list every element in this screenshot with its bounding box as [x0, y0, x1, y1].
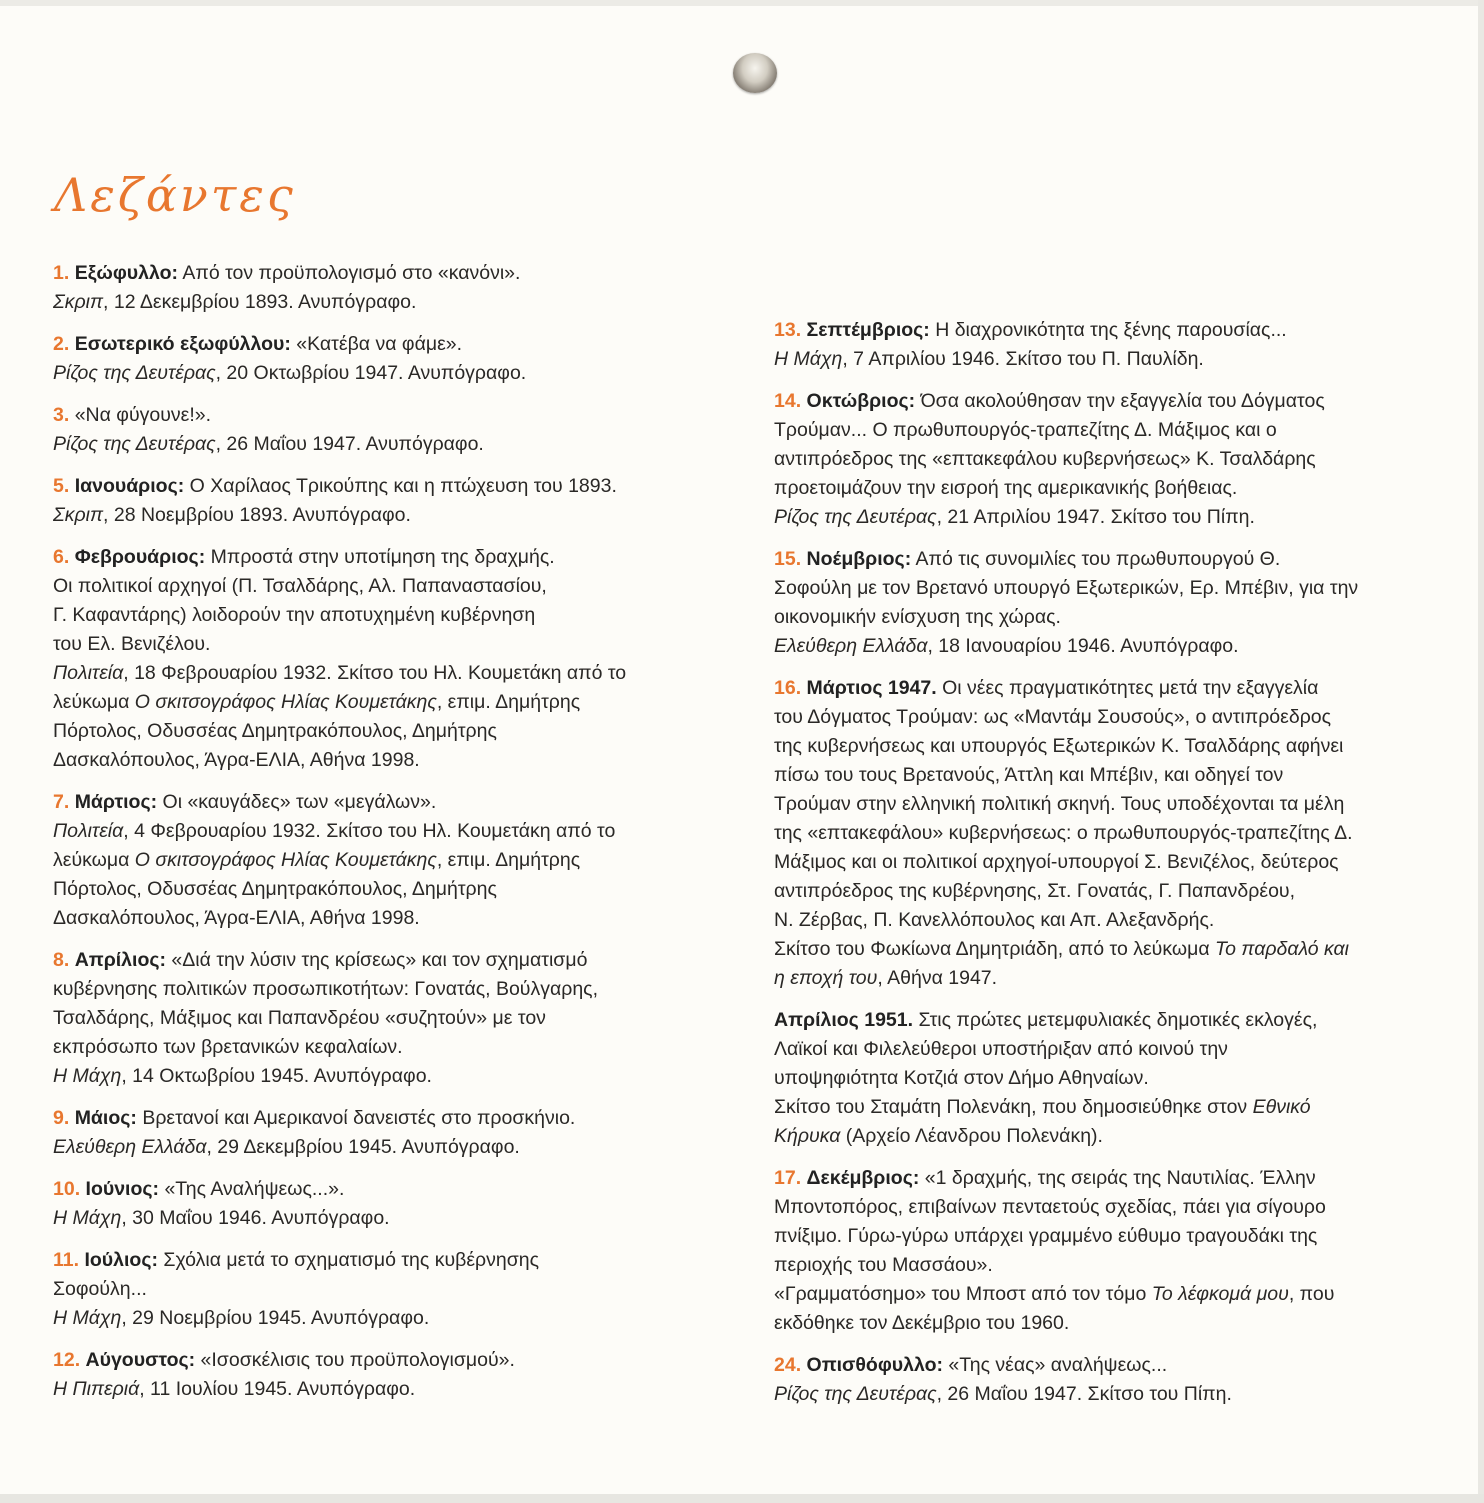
caption-text: αντιπρόεδρος της κυβέρνησης, Στ. Γονατάς, Γ. Παπανδρέου,: [774, 880, 1295, 902]
caption-text: Πόρτολος, Οδυσσέας Δημητρακόπουλος, Δημήτρης: [53, 878, 497, 900]
caption-text: Λαϊκοί και Φιλελεύθεροι υποστήριξαν από κοινού την: [774, 1038, 1228, 1060]
caption-entry: [774, 316, 1434, 374]
caption-line: [53, 1275, 713, 1304]
caption-label: Εξώφυλλο:: [74, 262, 179, 284]
caption-label: Φεβρουάριος:: [74, 546, 206, 568]
publication-name: Ελεύθερη Ελλάδα: [53, 1136, 207, 1158]
caption-entry: [53, 543, 713, 775]
caption-number: 3.: [53, 404, 70, 426]
publication-name: Πολιτεία: [53, 820, 124, 842]
caption-line: [53, 788, 713, 817]
caption-line: [53, 543, 713, 572]
caption-line: [774, 1164, 1434, 1193]
caption-label: Απρίλιος 1951.: [774, 1009, 914, 1031]
caption-entry: [774, 674, 1434, 993]
caption-text: Τρούμαν στην ελληνική πολιτική σκηνή. Τους υποδέχονται τα μέλη: [774, 793, 1345, 815]
caption-text: λεύκωμα: [53, 849, 135, 871]
binding-hole: [733, 53, 777, 93]
publication-name: Κήρυκα: [774, 1125, 841, 1147]
caption-entry: [53, 1246, 713, 1333]
caption-entry: [774, 1006, 1434, 1151]
page-title: Λεζάντες: [54, 168, 296, 222]
publication-name: Ρίζος της Δευτέρας: [774, 1383, 937, 1405]
caption-text: Τρούμαν... Ο πρωθυπουργός-τραπεζίτης Δ. Μάξιμος και ο: [774, 419, 1277, 441]
caption-line: [53, 1062, 713, 1091]
caption-line: [774, 603, 1434, 632]
caption-line: [774, 416, 1434, 445]
caption-line: [53, 1346, 713, 1375]
caption-text: προετοιμάζουν την εισροή της αμερικανικής βοήθειας.: [774, 477, 1238, 499]
caption-text: , που: [1288, 1283, 1335, 1305]
caption-text: πνίξιμο. Γύρω-γύρω υπάρχει γραμμένο εύθυμο τραγουδάκι της: [774, 1225, 1318, 1247]
caption-line: [53, 1375, 713, 1404]
caption-number: 10.: [53, 1178, 81, 1200]
caption-line: [53, 288, 713, 317]
publication-name: Η Μάχη: [53, 1307, 122, 1329]
page-edge-bottom: [0, 1494, 1484, 1503]
caption-entry: [774, 1351, 1434, 1409]
caption-text: Μπροστά στην υποτίμηση της δραχμής.: [210, 546, 555, 568]
caption-text: οικονομικήν ενίσχυση της χώρας.: [774, 606, 1061, 628]
publication-name: Πολιτεία: [53, 662, 124, 684]
caption-text: Σκίτσο του Σταμάτη Πολενάκη, που δημοσιεύθηκε στον: [774, 1096, 1253, 1118]
caption-line: [53, 1304, 713, 1333]
caption-line: [774, 674, 1434, 703]
caption-text: , 30 Μαΐου 1946. Ανυπόγραφο.: [121, 1207, 390, 1229]
caption-line: [53, 746, 713, 775]
caption-number: 9.: [53, 1107, 70, 1129]
caption-text: Πόρτολος, Οδυσσέας Δημητρακόπουλος, Δημήτρης: [53, 720, 497, 742]
caption-number: 17.: [774, 1167, 802, 1189]
caption-number: 15.: [774, 548, 802, 570]
caption-line: [774, 732, 1434, 761]
caption-line: [53, 430, 713, 459]
caption-entry: [53, 946, 713, 1091]
caption-line: [774, 632, 1434, 661]
caption-entry: [53, 788, 713, 933]
caption-text: , 18 Ιανουαρίου 1946. Ανυπόγραφο.: [927, 635, 1239, 657]
caption-text: «Γραμματόσημο» του Μποστ από τον τόμο: [774, 1283, 1152, 1305]
caption-text: Ο Χαρίλαος Τρικούπης και η πτώχευση του 1893.: [189, 475, 617, 497]
caption-line: [53, 572, 713, 601]
caption-label: Σεπτέμβριος:: [806, 319, 930, 341]
caption-line: [53, 1004, 713, 1033]
caption-label: Μάρτιος:: [74, 791, 158, 813]
captions-right-column: [774, 316, 1434, 1422]
caption-text: υποψηφιότητα Κοτζιά στον Δήμο Αθηναίων.: [774, 1067, 1149, 1089]
caption-text: Οι πολιτικοί αρχηγοί (Π. Τσαλδάρης, Αλ. Παπαναστασίου,: [53, 575, 547, 597]
caption-line: [774, 1193, 1434, 1222]
caption-text: , 28 Νοεμβρίου 1893. Ανυπόγραφο.: [103, 504, 411, 526]
caption-label: Εσωτερικό εξωφύλλου:: [74, 333, 291, 355]
caption-line: [53, 1133, 713, 1162]
publication-name: Ο σκιτσογράφος Ηλίας Κουμετάκης: [134, 691, 437, 713]
caption-text: του Ελ. Βενιζέλου.: [53, 633, 211, 655]
caption-line: [53, 1246, 713, 1275]
caption-line: [53, 846, 713, 875]
publication-name: Η Μάχη: [53, 1207, 122, 1229]
caption-line: [53, 817, 713, 846]
caption-line: [53, 904, 713, 933]
caption-line: [774, 574, 1434, 603]
caption-line: [774, 1380, 1434, 1409]
caption-label: Απρίλιος:: [74, 949, 166, 971]
caption-number: 16.: [774, 677, 802, 699]
caption-label: Νοέμβριος:: [806, 548, 912, 570]
caption-line: [774, 877, 1434, 906]
caption-text: Η διαχρονικότητα της ξένης παρουσίας...: [935, 319, 1287, 341]
caption-line: [774, 1351, 1434, 1380]
caption-text: πίσω του τους Βρετανούς, Άττλη και Μπέβιν, και οδηγεί τον: [774, 764, 1284, 786]
caption-entry: [53, 330, 713, 388]
caption-text: του Δόγματος Τρούμαν: ως «Μαντάμ Σουσούς», ο αντιπρόεδρος: [774, 706, 1332, 728]
caption-text: , Αθήνα 1947.: [877, 967, 998, 989]
caption-line: [774, 316, 1434, 345]
publication-name: Η Μάχη: [53, 1065, 122, 1087]
caption-text: Από τις συνομιλίες του πρωθυπουργού Θ.: [915, 548, 1281, 570]
caption-line: [774, 1093, 1434, 1122]
caption-entry: [53, 259, 713, 317]
caption-text: «Της Αναλήψεως...».: [164, 1178, 345, 1200]
caption-text: , 7 Απριλίου 1946. Σκίτσο του Π. Παυλίδη.: [842, 348, 1204, 370]
publication-name: Το λέφκομά μου: [1151, 1283, 1289, 1305]
caption-line: [53, 875, 713, 904]
caption-text: Σοφούλη με τον Βρετανό υπουργό Εξωτερικών, Ερ. Μπέβιν, για την: [774, 577, 1359, 599]
caption-line: [774, 345, 1434, 374]
caption-text: , 14 Οκτωβρίου 1945. Ανυπόγραφο.: [121, 1065, 432, 1087]
caption-text: Γ. Καφαντάρης) λοιδορούν την αποτυχημένη κυβέρνηση: [53, 604, 536, 626]
publication-name: Εθνικό: [1252, 1096, 1311, 1118]
caption-line: [774, 935, 1434, 964]
caption-label: Οκτώβριος:: [806, 390, 916, 412]
caption-label: Μάιος:: [74, 1107, 137, 1129]
caption-text: , 29 Δεκεμβρίου 1945. Ανυπόγραφο.: [206, 1136, 520, 1158]
caption-number: 24.: [774, 1354, 802, 1376]
caption-label: Δεκέμβριος:: [806, 1167, 920, 1189]
caption-line: [53, 359, 713, 388]
caption-text: Οι νέες πραγματικότητες μετά την εξαγγελία: [942, 677, 1319, 699]
caption-text: Σχόλια μετά το σχηματισμό της κυβέρνησης: [163, 1249, 539, 1271]
caption-line: [774, 474, 1434, 503]
caption-text: , 21 Απριλίου 1947. Σκίτσο του Πίπη.: [936, 506, 1255, 528]
caption-number: 6.: [53, 546, 70, 568]
caption-entry: [53, 401, 713, 459]
caption-text: «Της νέας» αναλήψεως...: [948, 1354, 1168, 1376]
caption-text: (Αρχείο Λέανδρου Πολενάκη).: [840, 1125, 1103, 1147]
caption-line: [774, 1064, 1434, 1093]
caption-text: Μάξιμος και οι πολιτικοί αρχηγοί-υπουργοί Σ. Βενιζέλος, δεύτερος: [774, 851, 1339, 873]
publication-name: Ο σκιτσογράφος Ηλίας Κουμετάκης: [134, 849, 437, 871]
captions-left-column: [53, 259, 713, 1417]
caption-text: Μποντοπόρος, επιβαίνων πενταετούς σχεδίας, πάει για σίγουρο: [774, 1196, 1326, 1218]
caption-entry: [774, 1164, 1434, 1338]
caption-text: , 29 Νοεμβρίου 1945. Ανυπόγραφο.: [121, 1307, 430, 1329]
caption-text: αντιπρόεδρος της «επτακεφάλου κυβερνήσεως» Κ. Τσαλδάρης: [774, 448, 1316, 470]
publication-name: Ρίζος της Δευτέρας: [774, 506, 937, 528]
caption-line: [774, 1006, 1434, 1035]
caption-label: Μάρτιος 1947.: [806, 677, 937, 699]
caption-line: [53, 1033, 713, 1062]
caption-line: [53, 717, 713, 746]
caption-line: [53, 1175, 713, 1204]
caption-line: [53, 1204, 713, 1233]
caption-entry: [774, 545, 1434, 661]
caption-number: 14.: [774, 390, 802, 412]
caption-text: , επιμ. Δημήτρης: [436, 849, 581, 871]
caption-line: [53, 601, 713, 630]
caption-number: 7.: [53, 791, 70, 813]
caption-line: [774, 503, 1434, 532]
caption-line: [774, 1122, 1434, 1151]
publication-name: Σκριπ: [53, 291, 104, 313]
caption-label: Ιούλιος:: [84, 1249, 158, 1271]
caption-text: Δασκαλόπουλος, Άγρα-ΕΛΙΑ, Αθήνα 1998.: [53, 749, 420, 771]
caption-text: λεύκωμα: [53, 691, 135, 713]
caption-number: 8.: [53, 949, 70, 971]
publication-name: Η Μάχη: [774, 348, 843, 370]
caption-label: Αύγουστος:: [85, 1349, 196, 1371]
publication-name: Ρίζος της Δευτέρας: [53, 433, 216, 455]
caption-text: Τσαλδάρης, Μάξιμος και Παπανδρέου «συζητούν» με τον: [53, 1007, 546, 1029]
page-edge-right: [1478, 0, 1484, 1503]
caption-line: [774, 848, 1434, 877]
caption-label: Ιούνιος:: [85, 1178, 160, 1200]
caption-text: Σοφούλη...: [53, 1278, 147, 1300]
caption-line: [53, 401, 713, 430]
caption-label: Ιανουάριος:: [74, 475, 185, 497]
caption-entry: [53, 472, 713, 530]
caption-text: , 20 Οκτωβρίου 1947. Ανυπόγραφο.: [215, 362, 527, 384]
caption-entry: [774, 387, 1434, 532]
caption-line: [774, 1280, 1434, 1309]
caption-entry: [53, 1175, 713, 1233]
caption-line: [53, 975, 713, 1004]
caption-text: «Ισοσκέλισις του προϋπολογισμού».: [200, 1349, 515, 1371]
caption-line: [774, 906, 1434, 935]
caption-text: , 18 Φεβρουαρίου 1932. Σκίτσο του Ηλ. Κουμετάκη από το: [123, 662, 627, 684]
caption-text: της «επτακεφάλου» κυβερνήσεως: ο πρωθυπουργός-τραπεζίτης Δ.: [774, 822, 1353, 844]
caption-text: «Διά την λύσιν της κρίσεως» και τον σχηματισμό: [171, 949, 588, 971]
caption-line: [774, 1309, 1434, 1338]
caption-text: Ν. Ζέρβας, Π. Κανελλόπουλος και Απ. Αλεξανδρής.: [774, 909, 1215, 931]
caption-number: 12.: [53, 1349, 81, 1371]
caption-line: [774, 964, 1434, 993]
caption-line: [774, 703, 1434, 732]
caption-line: [774, 790, 1434, 819]
caption-text: , 11 Ιουλίου 1945. Ανυπόγραφο.: [139, 1378, 416, 1400]
caption-text: Σκίτσο του Φωκίωνα Δημητριάδη, από το λεύκωμα: [774, 938, 1216, 960]
caption-text: περιοχής του Μασσάου».: [774, 1254, 993, 1276]
caption-number: 13.: [774, 319, 802, 341]
caption-text: Όσα ακολούθησαν την εξαγγελία του Δόγματος: [920, 390, 1325, 412]
publication-name: Ελεύθερη Ελλάδα: [774, 635, 928, 657]
caption-line: [53, 501, 713, 530]
caption-line: [53, 472, 713, 501]
caption-number: 5.: [53, 475, 70, 497]
caption-text: «1 δραχμής, της σειράς της Ναυτιλίας. Έλλην: [924, 1167, 1316, 1189]
caption-line: [53, 659, 713, 688]
caption-number: 1.: [53, 262, 70, 284]
caption-entry: [53, 1346, 713, 1404]
caption-text: «Να φύγουνε!».: [74, 404, 211, 426]
caption-number: 11.: [53, 1249, 80, 1271]
caption-number: 2.: [53, 333, 70, 355]
publication-name: Η Πιπεριά: [53, 1378, 140, 1400]
publication-name: Ρίζος της Δευτέρας: [53, 362, 216, 384]
caption-line: [774, 1222, 1434, 1251]
publication-name: η εποχή του: [774, 967, 878, 989]
caption-text: , 26 Μαΐου 1947. Ανυπόγραφο.: [215, 433, 484, 455]
caption-text: , επιμ. Δημήτρης: [436, 691, 581, 713]
caption-text: της κυβερνήσεως και υπουργός Εξωτερικών Κ. Τσαλδάρης αφήνει: [774, 735, 1344, 757]
caption-text: Οι «καυγάδες» των «μεγάλων».: [162, 791, 437, 813]
caption-entry: [53, 1104, 713, 1162]
caption-text: «Κατέβα να φάμε».: [296, 333, 463, 355]
publication-name: Σκριπ: [53, 504, 104, 526]
caption-line: [53, 1104, 713, 1133]
caption-text: , 4 Φεβρουαρίου 1932. Σκίτσο του Ηλ. Κουμετάκη από το: [123, 820, 616, 842]
caption-text: , 12 Δεκεμβρίου 1893. Ανυπόγραφο.: [103, 291, 417, 313]
page-edge-top: [0, 0, 1484, 6]
caption-line: [53, 630, 713, 659]
caption-line: [53, 946, 713, 975]
caption-line: [774, 387, 1434, 416]
caption-line: [774, 545, 1434, 574]
caption-label: Οπισθόφυλλο:: [806, 1354, 943, 1376]
caption-line: [53, 688, 713, 717]
caption-text: Από τον προϋπολογισμό στο «κανόνι».: [182, 262, 521, 284]
caption-text: κυβέρνησης πολιτικών προσωπικοτήτων: Γονατάς, Βούλγαρης,: [53, 978, 598, 1000]
caption-text: εκπρόσωπο των βρετανικών κεφαλαίων.: [53, 1036, 403, 1058]
caption-line: [774, 445, 1434, 474]
caption-line: [774, 761, 1434, 790]
caption-line: [774, 1251, 1434, 1280]
caption-line: [774, 1035, 1434, 1064]
caption-text: Βρετανοί και Αμερικανοί δανειστές στο προσκήνιο.: [142, 1107, 576, 1129]
caption-line: [53, 330, 713, 359]
caption-text: , 26 Μαΐου 1947. Σκίτσο του Πίπη.: [936, 1383, 1232, 1405]
caption-text: εκδόθηκε τον Δεκέμβριο του 1960.: [774, 1312, 1070, 1334]
caption-text: Στις πρώτες μετεμφυλιακές δημοτικές εκλογές,: [918, 1009, 1318, 1031]
caption-line: [774, 819, 1434, 848]
caption-text: Δασκαλόπουλος, Άγρα-ΕΛΙΑ, Αθήνα 1998.: [53, 907, 420, 929]
publication-name: Το παρδαλό και: [1215, 938, 1350, 960]
caption-line: [53, 259, 713, 288]
